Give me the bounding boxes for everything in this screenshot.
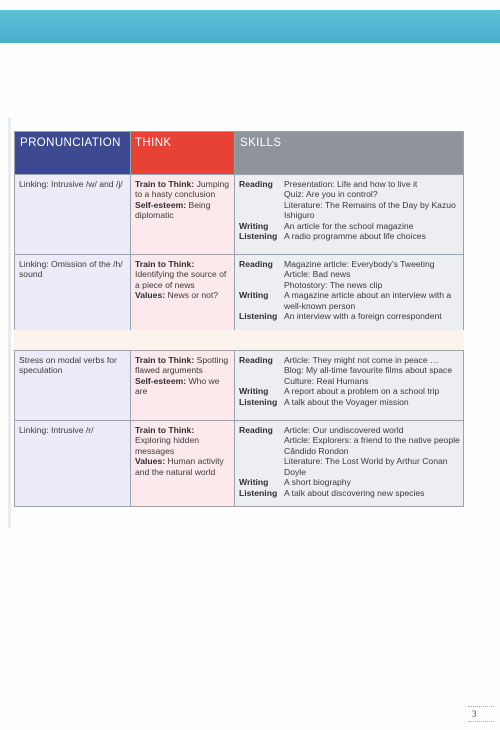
think-text: News or not? [167, 290, 219, 301]
skill-item: Culture: Real Humans [284, 375, 369, 386]
think-label: Train to Think: [135, 355, 195, 365]
think-text: Who we are [135, 375, 220, 397]
skill-item: Article: Explorers: a friend to the native people Cândido Rondon [284, 435, 460, 456]
skill-item: Article: Bad news [284, 269, 351, 280]
think-cell [131, 175, 235, 255]
think-label: Train to Think: [135, 259, 195, 269]
table-row [15, 351, 464, 421]
think-cell [131, 421, 235, 507]
skill-label: Writing [239, 477, 269, 488]
skill-label: Reading [239, 425, 273, 435]
skill-item: Literature: The Remains of the Day by Kazuo Ishiguro [284, 199, 456, 221]
think-text: Exploring hidden messages [135, 435, 200, 456]
skill-item: A magazine article about an interview with a well-known person [284, 290, 452, 311]
table-row [15, 421, 464, 507]
skill-label: Listening [239, 231, 278, 242]
think-text: Being diplomatic [135, 199, 211, 221]
syllabus-table-lower [14, 350, 464, 507]
page-edge [8, 118, 11, 528]
skill-item: Literature: The Lost World by Arthur Conan Doyle [284, 456, 448, 477]
page-number-rule-top [468, 706, 494, 707]
pronunciation-cell: Linking: Intrusive /w/ and /j/ [15, 175, 131, 255]
pronunciation-cell: Linking: Intrusive /r/ [15, 421, 131, 507]
think-label: Values: [135, 290, 166, 301]
skill-item: A radio programme about life choices [284, 231, 426, 242]
skill-item: A talk about the Voyager mission [284, 396, 409, 407]
skill-item: Photostory: The news clip [284, 279, 383, 290]
think-text: Spotting flawed arguments [135, 355, 229, 376]
pronunciation-cell: Stress on modal verbs for speculation [15, 351, 131, 421]
header-pronunciation: PRONUNCIATION [15, 132, 131, 175]
section-gap [14, 330, 464, 350]
page-number-rule-bottom [468, 721, 494, 722]
page-number: 3 [472, 709, 477, 719]
skill-item: An interview with a foreign correspondent [284, 311, 442, 322]
think-label: Values: [135, 456, 166, 467]
skill-item: An article for the school magazine [284, 220, 414, 231]
table-row [15, 255, 464, 335]
think-cell [131, 255, 235, 335]
skills-cell [235, 175, 464, 255]
skill-item: A short biography [284, 477, 351, 488]
skills-cell [235, 421, 464, 507]
skills-cell [235, 351, 464, 421]
think-label: Train to Think: [135, 425, 195, 435]
skill-label: Writing [239, 290, 269, 301]
skill-label: Listening [239, 396, 278, 407]
think-text: Identifying the source of a piece of news [135, 269, 227, 290]
skill-item: Article: Our undiscovered world [284, 425, 404, 435]
think-text: Jumping to a hasty conclusion [135, 179, 230, 200]
skill-label: Listening [239, 311, 278, 322]
table-row [15, 175, 464, 255]
think-label: Self-esteem: [135, 375, 187, 386]
skill-label: Reading [239, 179, 273, 189]
skill-label: Reading [239, 355, 273, 365]
header-think: THINK [131, 132, 235, 175]
skill-item: Blog: My all-time favourite films about space [284, 365, 453, 376]
skill-item: Magazine article: Everybody's Tweeting [284, 259, 435, 269]
skill-label: Writing [239, 386, 269, 397]
skill-label: Reading [239, 259, 273, 269]
skill-label: Writing [239, 220, 269, 231]
table-header [15, 132, 464, 175]
skill-item: A talk about discovering new species [284, 487, 425, 498]
skill-item: Presentation: Life and how to live it [284, 179, 418, 189]
skill-item: Article: They might not come in peace … [284, 355, 439, 365]
syllabus-table-upper [14, 131, 464, 335]
skill-item: Quiz: Are you in control? [284, 189, 378, 200]
skill-label: Listening [239, 487, 278, 498]
top-banner [0, 10, 500, 43]
skills-cell [235, 255, 464, 335]
pronunciation-cell: Linking: Omission of the /h/ sound [15, 255, 131, 335]
skill-item: A report about a problem on a school trip [284, 386, 440, 397]
think-label: Self-esteem: [135, 199, 187, 210]
think-text: Human activity and the natural world [135, 456, 224, 477]
think-label: Train to Think: [135, 179, 195, 189]
header-skills: SKILLS [235, 132, 464, 175]
think-cell [131, 351, 235, 421]
